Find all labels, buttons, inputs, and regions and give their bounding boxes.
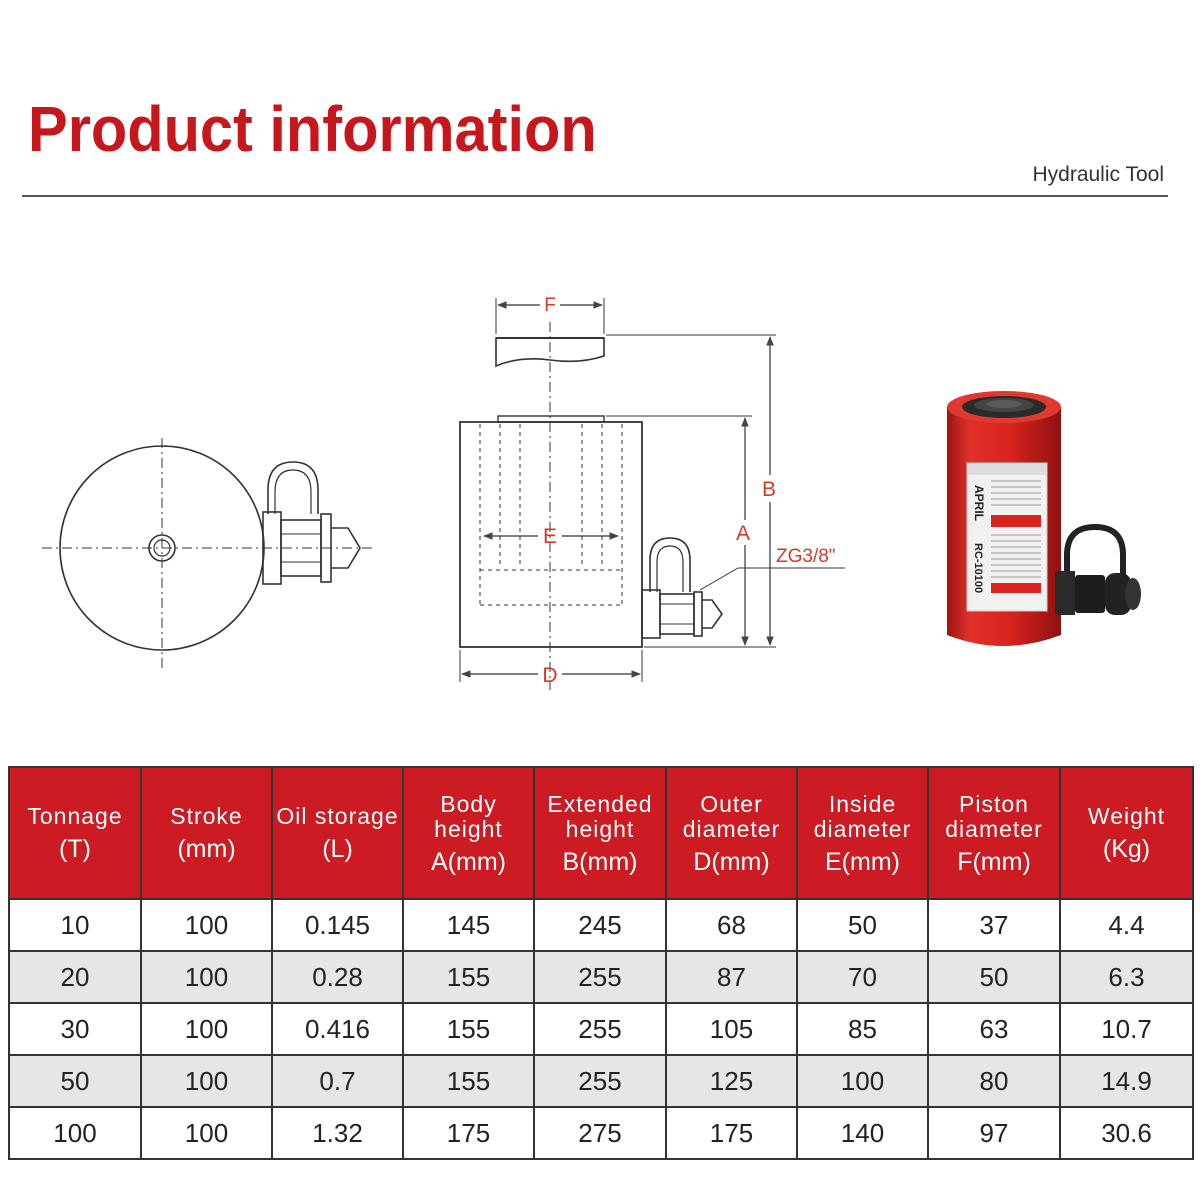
table-cell: 140 [797,1107,928,1159]
col-header-weight: Weight (Kg) [1060,767,1193,899]
table-cell: 155 [403,951,534,1003]
table-cell: 6.3 [1060,951,1193,1003]
table-row [9,1107,1193,1159]
table-cell: 0.416 [272,1003,403,1055]
dim-label-f: F [544,295,556,316]
table-cell: 175 [666,1107,797,1159]
col-header-extended-height: Extended height B(mm) [534,767,666,899]
table-cell: 10.7 [1060,1003,1193,1055]
side-view [460,298,845,690]
dim-label-e: E [542,525,558,548]
table-cell: 100 [141,1107,272,1159]
col-header-piston-diameter: Piston diameter F(mm) [928,767,1060,899]
table-cell: 37 [928,899,1060,951]
dim-label-d: D [542,664,558,687]
table-cell: 20 [9,951,141,1003]
table-cell: 125 [666,1055,797,1107]
table-cell: 155 [403,1055,534,1107]
col-header-inside-diameter: Inside diameter E(mm) [797,767,928,899]
page-title: Product information [28,93,597,165]
page-subtitle: Hydraulic Tool [1032,163,1164,186]
table-cell: 30.6 [1060,1107,1193,1159]
col-header-oil-storage: Oil storage (L) [272,767,403,899]
col-header-body-height: Body height A(mm) [403,767,534,899]
table-cell: 4.4 [1060,899,1193,951]
table-cell: 63 [928,1003,1060,1055]
table-cell: 14.9 [1060,1055,1193,1107]
table-cell: 255 [534,951,666,1003]
table-cell: 0.28 [272,951,403,1003]
table-cell: 80 [928,1055,1060,1107]
table-cell: 105 [666,1003,797,1055]
dim-label-port: ZG3/8" [776,546,836,567]
table-cell: 255 [534,1003,666,1055]
table-cell: 30 [9,1003,141,1055]
table-cell: 68 [666,899,797,951]
photo-model: RC-10100 [972,543,984,594]
table-cell: 275 [534,1107,666,1159]
table-header-row [9,767,1193,899]
table-cell: 50 [928,951,1060,1003]
table-cell: 50 [9,1055,141,1107]
col-header-outer-diameter: Outer diameter D(mm) [666,767,797,899]
col-header-stroke: Stroke (mm) [141,767,272,899]
photo-brand: APRIL [972,485,986,521]
dim-label-a: A [735,522,751,545]
table-row [9,1003,1193,1055]
table-cell: 0.7 [272,1055,403,1107]
table-cell: 175 [403,1107,534,1159]
table-cell: 97 [928,1107,1060,1159]
table-cell: 10 [9,899,141,951]
table-cell: 50 [797,899,928,951]
table-cell: 145 [403,899,534,951]
table-cell: 85 [797,1003,928,1055]
table-cell: 100 [141,1003,272,1055]
table-cell: 0.145 [272,899,403,951]
product-photo [935,385,1150,660]
table-cell: 1.32 [272,1107,403,1159]
table-cell: 245 [534,899,666,951]
col-header-tonnage: Tonnage (T) [9,767,141,899]
table-cell: 100 [797,1055,928,1107]
table-cell: 87 [666,951,797,1003]
table-cell: 100 [141,951,272,1003]
table-cell: 255 [534,1055,666,1107]
table-cell: 100 [9,1107,141,1159]
table-row [9,951,1193,1003]
table-cell: 155 [403,1003,534,1055]
dim-label-b: B [761,478,777,501]
table-cell: 100 [141,1055,272,1107]
table-cell: 70 [797,951,928,1003]
top-view [42,438,375,668]
table-row [9,1055,1193,1107]
spec-table [8,766,1194,1160]
table-cell: 100 [141,899,272,951]
table-row [9,899,1193,951]
